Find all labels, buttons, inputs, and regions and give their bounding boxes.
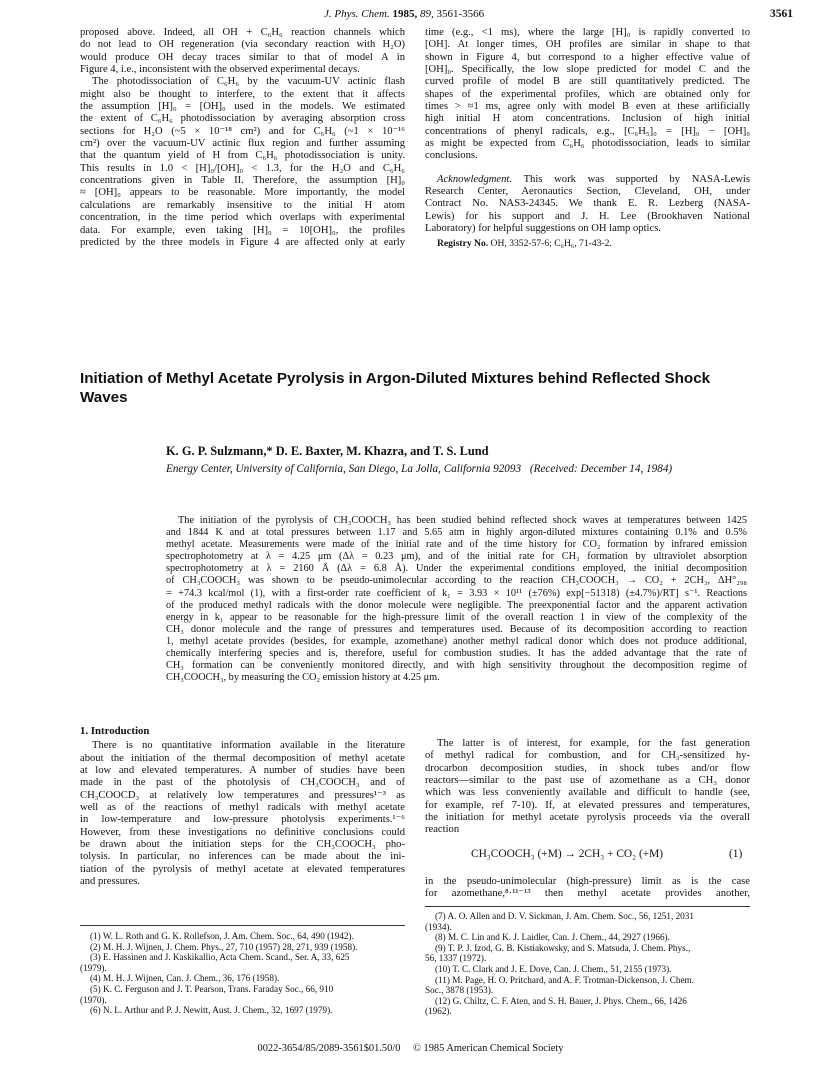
reference-line: Soc., 3878 (1953).	[425, 985, 494, 996]
header-year: 1985,	[392, 8, 418, 20]
registry-text: OH, 3352-57-6; C₆H₆, 71-43-2.	[488, 237, 612, 249]
authors: K. G. P. Sulzmann,* D. E. Baxter, M. Khazra, and T. S. Lund	[166, 444, 489, 458]
abstract-line: spectrophotometry at λ = 2160 Å (Δλ = 6.8 Å). Under the experimental conditions employed, the initial decomposition	[166, 563, 747, 575]
acknowledgment-line: Laboratory) for helpful suggestions on OH lamp optics.	[425, 223, 661, 235]
text-line: shapes of the experimental profiles, which are obtained only for	[425, 88, 750, 100]
title-line: Waves	[80, 389, 128, 406]
text-line: at low and elevated temperatures. A number of studies have been	[80, 765, 405, 777]
reference-line: (11) M. Page, H. O. Pritchard, and A. F. Trotman-Dickenson, J. Chem.	[435, 974, 694, 985]
text-line: reactors—similar to the past use of azomethane as a CH₃ donor	[425, 775, 750, 787]
references-right	[425, 911, 755, 1017]
abstract-line: chemically interfering species and is, therefore, useful for combustion studies. It has the added advantage that the rate of	[166, 648, 747, 660]
abstract-line: = +74.3 kcal/mol (1), with a first-order rate coefficient of k₁ = 3.93 × 10¹¹ (±76%) exp[−51318) (±4.7%)/RT] s⁻¹. Reactions	[166, 587, 747, 599]
top-left-column	[80, 27, 405, 249]
registry-numbers	[425, 238, 750, 250]
text-line: sections for H₂O (~5 × 10⁻¹⁸ cm²) and for C₆H₆ (~1 × 10⁻¹⁶	[80, 125, 405, 137]
text-line: ≈ [OH]₀ appears to be reasonable. More importantly, the model	[80, 187, 405, 199]
reference-line: (3) E. Hassinen and J. Kaskikallio, Acta Chem. Scand., Ser. A, 33, 625	[90, 952, 350, 963]
text-line: reaction	[425, 824, 460, 836]
text-line: proposed above. Indeed, all OH + C₆H₆ reaction channels which	[80, 27, 405, 38]
reference-line: (1934).	[425, 921, 452, 932]
text-line: This results in 1.0 < [H]₀/[OH]₀ < 1.3, for the H₂O and C₆H₆	[80, 162, 405, 174]
reference-line: (9) T. P. J. Izod, G. B. Kistiakowsky, and S. Matsuda, J. Chem. Phys.,	[435, 942, 691, 953]
abstract-line: methyl acetate. Measurements were made of the initial rate and of the time history for CO₂ formation by infrared emission	[166, 539, 747, 551]
text-line: the initiation for methyl acetate pyrolysis proceeds via the overall	[425, 812, 750, 824]
footnote-rule-right	[425, 906, 750, 907]
reference-line: 56, 1337 (1972).	[425, 953, 487, 964]
text-line: as might be expected from C₆H₆ photodissociation, leads to similar	[425, 138, 750, 150]
affiliation: Energy Center, University of California, San Diego, La Jolla, California 92093	[166, 463, 522, 475]
abstract	[166, 515, 747, 684]
text-line: would produce OH decay traces similar to that of model A in	[80, 51, 405, 63]
acknowledgment-label: Acknowledgment.	[437, 173, 513, 185]
footnote-rule-left	[80, 925, 405, 926]
text-line: concentrations given in Table II. Therefore, the assumption [H]₀	[80, 175, 405, 187]
text-line: concentrations of phenyl radicals, e.g., [C₆H₅]₀ = [H]₀ − [OH]₀	[425, 125, 750, 137]
reference-line: (6) N. L. Arthur and P. J. Newitt, Aust. J. Chem., 32, 1697 (1979).	[90, 1005, 333, 1016]
text-line: which was less conveniently available and difficult to handle (see,	[425, 787, 750, 799]
abstract-line: The initiation of the pyrolysis of CH₃COOCH₃ has been studied behind reflected shock waves at temperatures between 1425	[178, 515, 747, 526]
acknowledgment-text: This work was supported by NASA-Lewis	[512, 173, 750, 185]
abstract-line: of the produced methyl radicals with the donor molecule were negligible. The preexponential factor and the apparent activation	[166, 599, 747, 611]
abstract-line: of CH₃COOCH₃ was shown to be pseudo-unimolecular according to the reaction CH₃COOCH₃ → CO₂ + 2CH₃, ΔH°₂₉₈	[166, 575, 747, 587]
intro-left-column	[80, 725, 405, 888]
intro-right-continued	[425, 876, 750, 901]
abstract-line: spectrophotometry at λ = 4.25 μm (Δλ = 0.23 μm), and of the initial rate for CH₃ formation by ultraviolet absorption	[166, 551, 747, 563]
text-line: and pressures.	[80, 876, 141, 888]
text-line: conclusions.	[425, 150, 478, 162]
reference-line: (2) M. H. J. Wijnen, J. Chem. Phys., 27, 710 (1957) 28, 271, 939 (1958).	[90, 941, 358, 952]
section-heading: 1. Introduction	[80, 725, 150, 737]
text-line: There is no quantitative information available in the literature	[92, 740, 405, 752]
header-volume: 89,	[419, 8, 434, 20]
registry-label: Registry No.	[437, 237, 489, 249]
received-date: (Received: December 14, 1984)	[529, 463, 673, 475]
abstract-line: CH₃COOCH₃, by measuring the CO₂ emission history at 4.25 μm.	[166, 672, 440, 684]
reference-line: (1979).	[80, 962, 107, 973]
running-header	[0, 8, 821, 24]
abstract-line: 1, methyl acetate provides (besides, for example, azomethane) another methyl radical donor which does not produce additional,	[166, 635, 747, 647]
text-line: be drawn about the initiation steps for the CH₃COOCH₃ pho-	[80, 839, 405, 851]
reference-line: (8) M. C. Lin and K. J. Laidler, Can. J. Chem., 44, 2927 (1966).	[435, 932, 670, 943]
reference-line: (12) G. Chiltz, C. F. Aten, and S. H. Bauer, J. Phys. Chem., 66, 1426	[435, 995, 687, 1006]
text-line: for azomethane,⁸·¹¹⁻¹³ then methyl acetate provides another,	[425, 888, 750, 900]
header-journal-citation	[324, 8, 484, 20]
footer-code: 0022-3654/85/2089-3561$01.50/0	[257, 1043, 401, 1054]
text-line: do not lead to OH regeneration (via secondary reaction with H₂O)	[80, 39, 405, 51]
text-line: calculations are remarkably insensitive to the initial H atom	[80, 199, 405, 211]
text-line: The photodissociation of C₆H₆ by the vacuum-UV actinic flash	[92, 76, 405, 88]
equation: CH₃COOCH₃ (+M) → 2CH₃ + CO₂ (+M)	[471, 848, 664, 860]
page-footer	[0, 1043, 821, 1054]
text-line: [OH]₀. Specifically, the low slope predicted for model C and the	[425, 64, 750, 76]
text-line: about the initiation of the thermal decomposition of methyl acetate	[80, 752, 405, 764]
article-title	[80, 369, 760, 407]
abstract-line: energy in k₁ appear to be reasonable for the high-pressure limit of the overall reaction 1 in view of the complexity of the	[166, 611, 747, 623]
equation-number: (1)	[729, 848, 743, 860]
text-line: made in the past of the photolysis of CH₃COOCH₃ and of	[80, 777, 405, 789]
abstract-line: CH₃ formation can be conveniently monitored directly, and with high sensitivity throughout the decomposition regime of	[166, 660, 747, 672]
text-line: tiation of the pyrolysis of methyl acetate at elevated temperatures	[80, 863, 405, 875]
text-line: shown in Figure 4, but correspond to a higher effective value of	[425, 51, 750, 63]
text-line: in the pseudo-unimolecular (high-pressure) limit as is the case	[425, 876, 750, 887]
text-line: high initial H atom concentrations. Inclusion of high initial	[425, 113, 750, 125]
reference-line: (10) T. C. Clark and J. E. Dove, Can. J. Chem., 51, 2155 (1973).	[435, 963, 672, 974]
page-number: 3561	[770, 8, 793, 20]
header-journal: J. Phys. Chem.	[324, 8, 390, 20]
intro-right-column	[425, 738, 750, 837]
footer-copyright: © 1985 American Chemical Society	[413, 1043, 564, 1054]
text-line: the extent of C₆H₆ photodissociation by averaging absorption cross	[80, 113, 405, 125]
text-line: [OH]. At longer times, OH profiles are similar in shape to that	[425, 39, 750, 51]
reference-line: (1970).	[80, 994, 107, 1005]
text-line: data. For example, even taking [H]₀ = 10[OH]₀, the profiles	[80, 224, 405, 236]
top-right-column	[425, 27, 750, 250]
text-line: However, from these investigations no definitive conclusions could	[80, 826, 405, 838]
header-pages: 3561-3566	[436, 8, 485, 20]
text-line: drocarbon decomposition studies, in shock tubes and/or flow	[425, 762, 750, 774]
acknowledgment	[425, 174, 750, 236]
acknowledgment-line	[425, 174, 750, 186]
acknowledgment-line: Contract No. NAS3-24345. We thank E. R. Lezberg (NASA-	[425, 198, 750, 210]
text-line: cm²) over the vacuum-UV actinic flux region and further assuming	[80, 138, 405, 150]
text-line: times > ≈1 ms, agree only with model B even at these artificially	[425, 101, 750, 113]
references-left	[80, 931, 410, 1016]
abstract-line: and 1844 K and at total pressures between 1.17 and 5.65 atm in highly argon-diluted mixtures containing 0.1% and 0.5%	[166, 527, 747, 539]
reference-line: (1962).	[425, 1006, 452, 1017]
text-line: for example, ref 7-10). If, at elevated pressures and temperatures,	[425, 799, 750, 811]
title-line: Initiation of Methyl Acetate Pyrolysis in Argon-Diluted Mixtures behind Reflected Shock	[80, 370, 711, 387]
text-line: tolysis. In particular, no inferences can be made about the ini-	[80, 851, 405, 863]
text-line: the assumption [H]₀ = [OH]₀ used in the models. We estimated	[80, 101, 405, 113]
acknowledgment-line: Research Center, Aeronautics Section, Cleveland, OH, under	[425, 186, 750, 198]
text-line: might also be thought to interfere, to the extent that it affects	[80, 88, 405, 100]
text-line: that the quantum yield of H from C₆H₆ photodissociation is unity.	[80, 150, 405, 162]
text-line: time (e.g., <1 ms), where the large [H]₀ is rapidly converted to	[425, 27, 750, 38]
text-line: curved profile of model B are still quantitatively predicted. The	[425, 76, 750, 88]
text-line: CH₃COOCD₃ at relatively low temperatures and pressures¹⁻³ as	[80, 789, 405, 801]
text-line: concentration, in the time period which overlaps with experimental	[80, 212, 405, 224]
reference-line: (1) W. L. Roth and G. K. Rollefson, J. Am. Chem. Soc., 64, 490 (1942).	[90, 931, 354, 941]
text-line: in low-temperature and low-pressure photolysis experiments.¹⁻⁶	[80, 814, 405, 826]
abstract-line: CH₃ donor molecule and the range of pressures and temperatures used. Because of its decomposition according to reaction	[166, 623, 747, 635]
reference-line: (5) K. C. Ferguson and J. T. Pearson, Trans. Faraday Soc., 66, 910	[90, 983, 334, 994]
text-line: The latter is of interest, for example, for the fast generation	[437, 738, 750, 749]
text-line: Figure 4, i.e., inconsistent with the observed experimental decays.	[80, 64, 360, 76]
acknowledgment-line: Lewis) for his support and J. H. Lee (Brookhaven National	[425, 210, 750, 222]
text-line: well as of the reactions of methyl radicals with methyl acetate	[80, 802, 405, 814]
affiliation-line	[166, 463, 672, 475]
reference-line: (4) M. H. J. Wijnen, Can. J. Chem., 36, 176 (1958).	[90, 973, 280, 984]
text-line: predicted by the three models in Figure 4 are affected only at early	[80, 236, 405, 248]
reference-line: (7) A. O. Allen and D. V. Sickman, J. Am. Chem. Soc., 56, 1251, 2031	[435, 911, 694, 921]
text-line: of methyl radical for combustion, and for CH₃-sensitized hy-	[425, 750, 750, 762]
